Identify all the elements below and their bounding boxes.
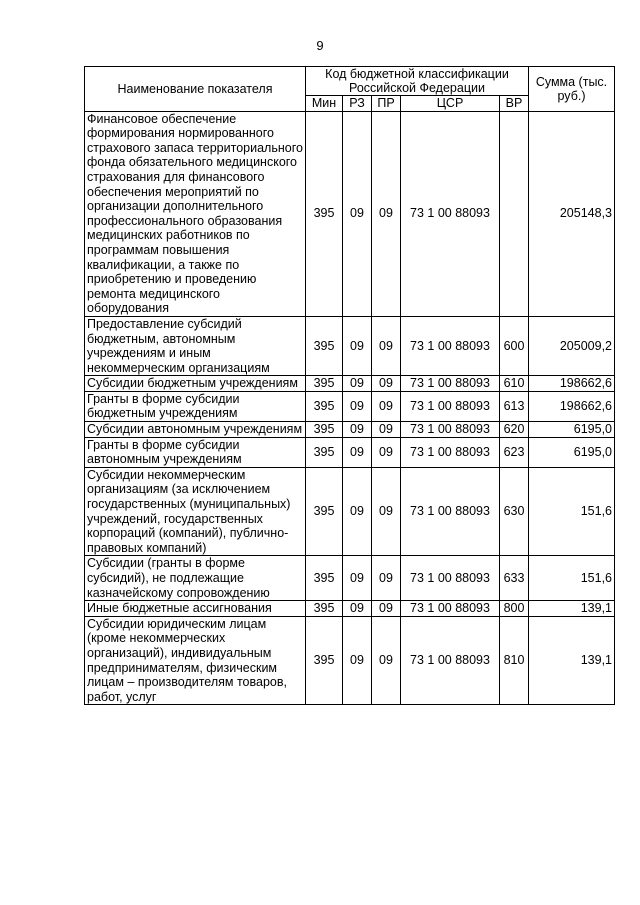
- row-vr: 610: [500, 376, 529, 392]
- row-name: Гранты в форме субсидии автономным учреждениям: [85, 437, 306, 467]
- row-name: Субсидии юридическим лицам (кроме некоммерческих организаций), индивидуальным предпринимателям, физическим лицам – производителям товаров, работ, услуг: [85, 616, 306, 705]
- header-name: Наименование показателя: [85, 67, 306, 112]
- header-vr: ВР: [500, 96, 529, 112]
- row-pr: 09: [372, 467, 401, 556]
- row-sum: 205148,3: [529, 111, 615, 316]
- row-sum: 198662,6: [529, 376, 615, 392]
- row-vr: 630: [500, 467, 529, 556]
- row-name: Иные бюджетные ассигнования: [85, 601, 306, 617]
- row-vr: [500, 111, 529, 316]
- header-code-group: Код бюджетной классификации Российской Федерации: [306, 67, 529, 96]
- table-row: [85, 616, 615, 705]
- table-row: [85, 376, 615, 392]
- row-min: 395: [306, 556, 343, 601]
- row-pr: 09: [372, 111, 401, 316]
- header-row-top: [85, 67, 615, 96]
- table-row: [85, 437, 615, 467]
- row-rz: 09: [343, 467, 372, 556]
- row-vr: 600: [500, 316, 529, 375]
- row-pr: 09: [372, 422, 401, 438]
- row-vr: 613: [500, 391, 529, 421]
- row-sum: 151,6: [529, 556, 615, 601]
- row-min: 395: [306, 601, 343, 617]
- row-sum: 139,1: [529, 601, 615, 617]
- header-min: Мин: [306, 96, 343, 112]
- row-csr: 73 1 00 88093: [401, 391, 500, 421]
- row-rz: 09: [343, 601, 372, 617]
- row-name: Субсидии (гранты в форме субсидий), не подлежащие казначейскому сопровождению: [85, 556, 306, 601]
- header-rz: РЗ: [343, 96, 372, 112]
- row-name: Субсидии некоммерческим организациям (за исключением государственных (муниципальных) учреждений, государственных корпораций (компаний), публично-правовых компаний): [85, 467, 306, 556]
- row-sum: 6195,0: [529, 422, 615, 438]
- row-rz: 09: [343, 616, 372, 705]
- row-rz: 09: [343, 556, 372, 601]
- row-csr: 73 1 00 88093: [401, 376, 500, 392]
- row-pr: 09: [372, 437, 401, 467]
- table-row: [85, 601, 615, 617]
- table-row: [85, 422, 615, 438]
- row-rz: 09: [343, 422, 372, 438]
- row-vr: 800: [500, 601, 529, 617]
- row-min: 395: [306, 437, 343, 467]
- row-pr: 09: [372, 391, 401, 421]
- row-pr: 09: [372, 376, 401, 392]
- row-min: 395: [306, 616, 343, 705]
- row-csr: 73 1 00 88093: [401, 467, 500, 556]
- row-rz: 09: [343, 316, 372, 375]
- row-csr: 73 1 00 88093: [401, 111, 500, 316]
- row-csr: 73 1 00 88093: [401, 601, 500, 617]
- row-name: Гранты в форме субсидии бюджетным учреждениям: [85, 391, 306, 421]
- row-sum: 205009,2: [529, 316, 615, 375]
- row-csr: 73 1 00 88093: [401, 556, 500, 601]
- row-name: Предоставление субсидий бюджетным, автономным учреждениям и иным некоммерческим организациям: [85, 316, 306, 375]
- row-sum: 6195,0: [529, 437, 615, 467]
- row-csr: 73 1 00 88093: [401, 422, 500, 438]
- row-pr: 09: [372, 601, 401, 617]
- table-row: [85, 467, 615, 556]
- table-row: [85, 316, 615, 375]
- header-csr: ЦСР: [401, 96, 500, 112]
- table-row: [85, 111, 615, 316]
- header-sum: Сумма (тыс. руб.): [529, 67, 615, 112]
- row-name: Субсидии бюджетным учреждениям: [85, 376, 306, 392]
- row-min: 395: [306, 422, 343, 438]
- row-min: 395: [306, 316, 343, 375]
- row-min: 395: [306, 467, 343, 556]
- row-rz: 09: [343, 437, 372, 467]
- row-min: 395: [306, 391, 343, 421]
- row-pr: 09: [372, 316, 401, 375]
- row-rz: 09: [343, 111, 372, 316]
- row-csr: 73 1 00 88093: [401, 437, 500, 467]
- row-vr: 620: [500, 422, 529, 438]
- table-row: [85, 391, 615, 421]
- page-number: 9: [316, 38, 324, 53]
- row-rz: 09: [343, 376, 372, 392]
- row-name: Субсидии автономным учреждениям: [85, 422, 306, 438]
- row-rz: 09: [343, 391, 372, 421]
- row-vr: 810: [500, 616, 529, 705]
- row-vr: 633: [500, 556, 529, 601]
- row-name: Финансовое обеспечение формирования нормированного страхового запаса территориального фонда обязательного медицинского страхования для финансового обеспечения мероприятий по организации дополнительного профессионального образования медицинских работников по программам повышения квалификации, а также по приобретению и проведению ремонта медицинского оборудования: [85, 111, 306, 316]
- row-vr: 623: [500, 437, 529, 467]
- row-sum: 151,6: [529, 467, 615, 556]
- row-sum: 198662,6: [529, 391, 615, 421]
- table-row: [85, 556, 615, 601]
- row-csr: 73 1 00 88093: [401, 316, 500, 375]
- row-min: 395: [306, 111, 343, 316]
- row-sum: 139,1: [529, 616, 615, 705]
- row-min: 395: [306, 376, 343, 392]
- header-pr: ПР: [372, 96, 401, 112]
- row-csr: 73 1 00 88093: [401, 616, 500, 705]
- budget-table: [84, 66, 615, 705]
- row-pr: 09: [372, 556, 401, 601]
- row-pr: 09: [372, 616, 401, 705]
